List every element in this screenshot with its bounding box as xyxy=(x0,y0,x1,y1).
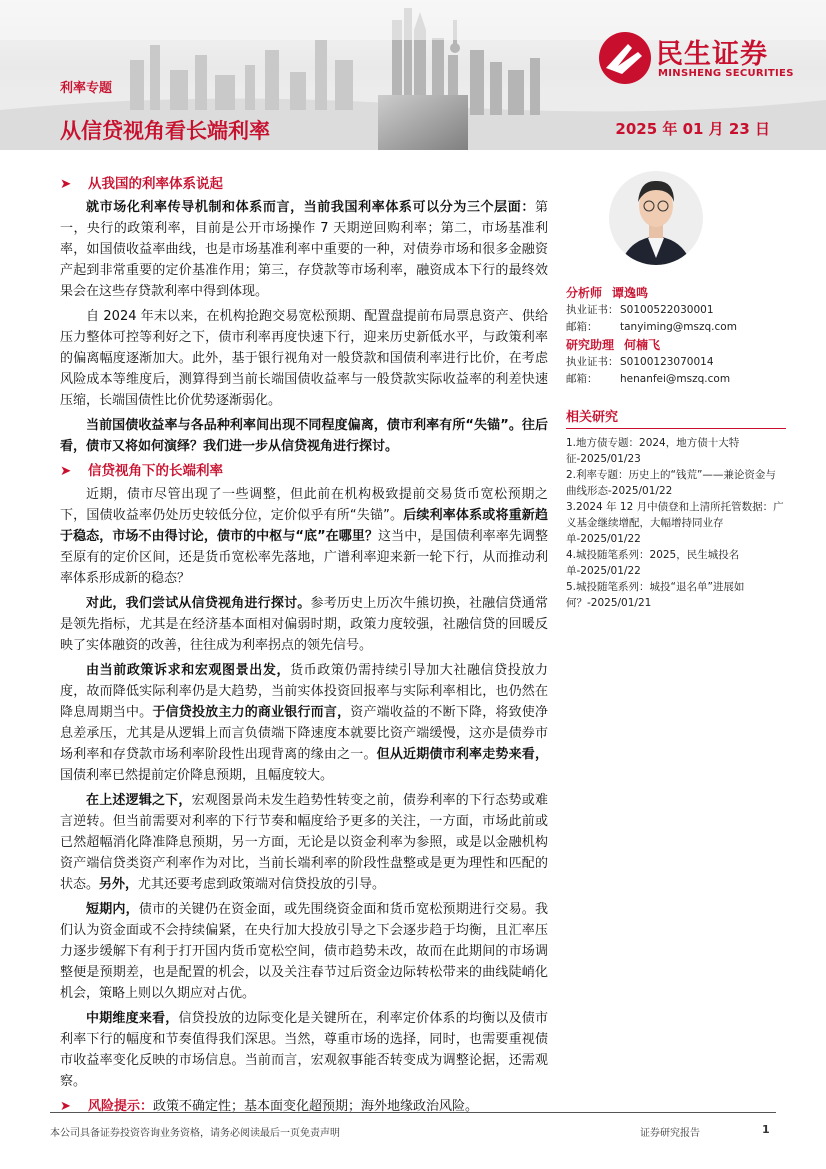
cert-number: S0100522030001 xyxy=(620,304,714,316)
analyst-role-label: 分析师 xyxy=(566,286,603,300)
analyst-role xyxy=(566,284,786,302)
arrow-bullet-icon: ➤ xyxy=(60,1099,71,1114)
paragraph-text: 尤其还要考虑到政策端对信贷投放的引导。 xyxy=(138,877,386,892)
paragraph-text: 近期，债市尽管出现了一些调整，但此前在机构极致提前交易货币宽松预期之下，国债收益率仍处历史较低分位，定价似乎有所“失锚”。 xyxy=(60,487,548,523)
paragraph xyxy=(60,899,548,1004)
paragraph xyxy=(60,660,548,786)
cert-label: 执业证书： xyxy=(566,304,619,316)
page-number: 1 xyxy=(762,1123,770,1136)
analyst-email xyxy=(566,371,786,388)
paragraph-text: 这当中，是国债利率率先调整至原有的定价区间，还是货币宽松率先落地，广谱利率迎来新一轮下行，从而推动利率体系形成新的稳态？ xyxy=(60,529,548,586)
footer-report-type: 证券研究报告 xyxy=(640,1128,700,1139)
analyst-name: 谭逸鸣 xyxy=(612,286,649,300)
analyst-role-label: 研究助理 xyxy=(566,338,615,352)
analyst-photo xyxy=(608,158,704,278)
email-label: 邮箱： xyxy=(566,373,598,385)
paragraph-bold: 中期维度来看， xyxy=(86,1011,179,1026)
paragraph-text: 第一，央行的政策利率，目前是公开市场操作 7 天期逆回购利率；第二，市场基准利率，如国债收益率曲线，也是市场基准利率中重要的一种，对债券市场和很多金融资产起到非常重要的定价基准作用；第三，存贷款等市场利率，融资成本下行的最终效果会在这些存贷款利率中得到体现。 xyxy=(60,200,548,299)
logo-text-en: MINSHENG SECURITIES xyxy=(658,68,794,79)
risk-label: 风险提示： xyxy=(88,1099,154,1114)
section-heading-1 xyxy=(60,174,548,195)
risk-notice xyxy=(60,1096,548,1117)
paragraph-bold: 对此，我们尝试从信贷视角进行探讨。 xyxy=(86,596,311,611)
report-title: 从信贷视角看长端利率 xyxy=(60,119,270,143)
related-research-item[interactable]: 3.2024 年 12 月中债登和上清所托管数据：广义基金继续增配，大幅增持同业存单-2025/01/22 xyxy=(566,501,784,545)
risk-text: 政策不确定性；基本面变化超预期；海外地缘政治风险。 xyxy=(153,1099,479,1114)
analyst-name: 何楠飞 xyxy=(624,338,661,352)
footer-disclaimer: 本公司具备证券投资咨询业务资格，请务必阅读最后一页免责声明 xyxy=(50,1128,340,1139)
paragraph-text: 债市的关键仍在资金面，或先围绕资金面和货币宽松预期进行交易。我们认为资金面或不会持续偏紧，在央行加大投放引导之下会逐步趋于均衡，且汇率压力逐步缓解下有利于打开国内货币宽松空间，债市趋势未改，故而在此期间的市场调整便是预期差，也是配置的机会，以及关注春节过后资金边际转松带来的曲线陡峭化机会，策略上则以久期应对占优。 xyxy=(60,902,548,1001)
section-title-1: 从我国的利率体系说起 xyxy=(88,176,223,192)
related-research-item[interactable]: 1.地方债专题：2024，地方债十大特征-2025/01/23 xyxy=(566,437,740,465)
report-date: 2025 年 01 月 23 日 xyxy=(615,120,770,138)
paragraph-bold: 由当前政策诉求和宏观图景出发， xyxy=(86,663,291,678)
related-research xyxy=(566,406,786,611)
paragraph: 自 2024 年末以来，在机构抢跑交易宽松预期、配置盘提前布局票息资产、供给压力整体可控等利好之下，债市利率再度快速下行，迎来历史新低水平，与政策利率的偏离幅度逐渐加大。此外，基于银行视角对一般贷款和国债利率进行比价，在考虑风险成本等维度后，测算得到当前长端国债收益率与一般贷款实际收益率的利差快速压缩，长端国债性比价优势逐渐弱化。 xyxy=(60,309,548,408)
paragraph-text: 国债利率已然提前定价降息预期，且幅度较大。 xyxy=(60,768,334,783)
paragraph-text: 宏观图景尚未发生趋势性转变之前，债券利率的下行态势或难言逆转。但当前需要对利率的下行节奏和幅度给予更多的关注，一方面，市场此前或已然超幅消化降准降息预期，另一方面，无论是以资金利率为参照，或是以金融机构资产端信贷类资产利率作为对比，当前长端利率的阶段性盘整或是更为理性和匹配的状态。 xyxy=(60,793,548,892)
paragraph-bold: 就市场化利率传导机制和体系而言，当前我国利率体系可以分为三个层面： xyxy=(86,200,535,215)
logo-text-cn: 民生证券 xyxy=(656,39,768,70)
logo-mark-icon xyxy=(598,30,652,86)
arrow-bullet-icon: ➤ xyxy=(60,463,72,479)
analyst-cert xyxy=(566,354,786,371)
report-category: 利率专题 xyxy=(60,81,113,96)
analyst-email xyxy=(566,319,786,336)
paragraph-bold: 于信贷投放主力的商业银行而言， xyxy=(152,705,351,720)
related-research-item[interactable]: 4.城投随笔系列：2025，民生城投名单-2025/01/22 xyxy=(566,549,740,577)
arrow-bullet-icon: ➤ xyxy=(60,176,72,192)
section-title-2: 信贷视角下的长端利率 xyxy=(88,463,223,479)
paragraph-bold: 当前国债收益率与各品种利率间出现不同程度偏离，债市利率有所“失锚”。往后看，债市又将如何演绎？我们进一步从信贷视角进行探讨。 xyxy=(60,418,548,454)
paragraph xyxy=(60,484,548,589)
related-research-item[interactable]: 2.利率专题：历史上的“钱荒”——兼论资金与曲线形态-2025/01/22 xyxy=(566,469,776,497)
analyst-cert xyxy=(566,302,786,319)
paragraph xyxy=(60,593,548,656)
main-content xyxy=(60,174,548,1117)
paragraph xyxy=(60,790,548,895)
analyst-block xyxy=(566,284,786,388)
related-research-item[interactable]: 5.城投随笔系列：城投“退名单”进展如何？-2025/01/21 xyxy=(566,581,745,609)
section-heading-2 xyxy=(60,461,548,482)
header-banner xyxy=(0,0,826,150)
paragraph-text: 信贷投放的边际变化是关键所在，利率定价体系的均衡以及债市利率下行的幅度和节奏值得我们深思。当然，尊重市场的选择，同时，也需要重视债市收益率变化反映的市场信息。当前而言，宏观叙事能否转变成为调整论据，还需观察。 xyxy=(60,1011,548,1089)
minsheng-logo xyxy=(598,30,798,90)
cert-label: 执业证书： xyxy=(566,356,619,368)
paragraph-text: 资产端收益的不断下降，将致使净息差承压，尤其是从逻辑上而言负债端下降速度本就要比资产端缓慢，这亦是债券市场利率和存贷款市场利率阶段性出现背离的缘由之一。 xyxy=(60,705,548,762)
paragraph-text: 参考历史上历次牛熊切换，社融信贷通常是领先指标，尤其是在经济基本面相对偏弱时期，政策力度较强，社融信贷的回暖反映了实体融资的改善，往往成为利率拐点的领先信号。 xyxy=(60,596,548,653)
footer-divider xyxy=(50,1112,776,1113)
paragraph xyxy=(60,197,548,302)
email-address[interactable]: henanfei@mszq.com xyxy=(620,373,731,385)
paragraph-text: 货币政策仍需持续引导加大社融信贷投放力度，故而降低实际利率仍是大趋势，当前实体投资回报率与实际利率相比，也仍然在降息周期当中。 xyxy=(60,663,548,720)
paragraph-bold: 后续利率体系或将重新趋于稳态，市场不由得讨论，债市的中枢与“底”在哪里？ xyxy=(60,508,548,544)
email-label: 邮箱： xyxy=(566,321,598,333)
related-research-title: 相关研究 xyxy=(566,406,786,429)
paragraph-bold: 但从近期债市利率走势来看， xyxy=(376,747,548,762)
cert-number: S0100123070014 xyxy=(620,356,714,368)
analyst-role xyxy=(566,336,786,354)
email-address[interactable]: tanyiming@mszq.com xyxy=(620,321,737,333)
paragraph xyxy=(60,1008,548,1092)
paragraph-bold: 在上述逻辑之下， xyxy=(86,793,192,808)
paragraph-bold: 另外， xyxy=(99,877,139,892)
paragraph-bold: 短期内， xyxy=(86,902,139,917)
